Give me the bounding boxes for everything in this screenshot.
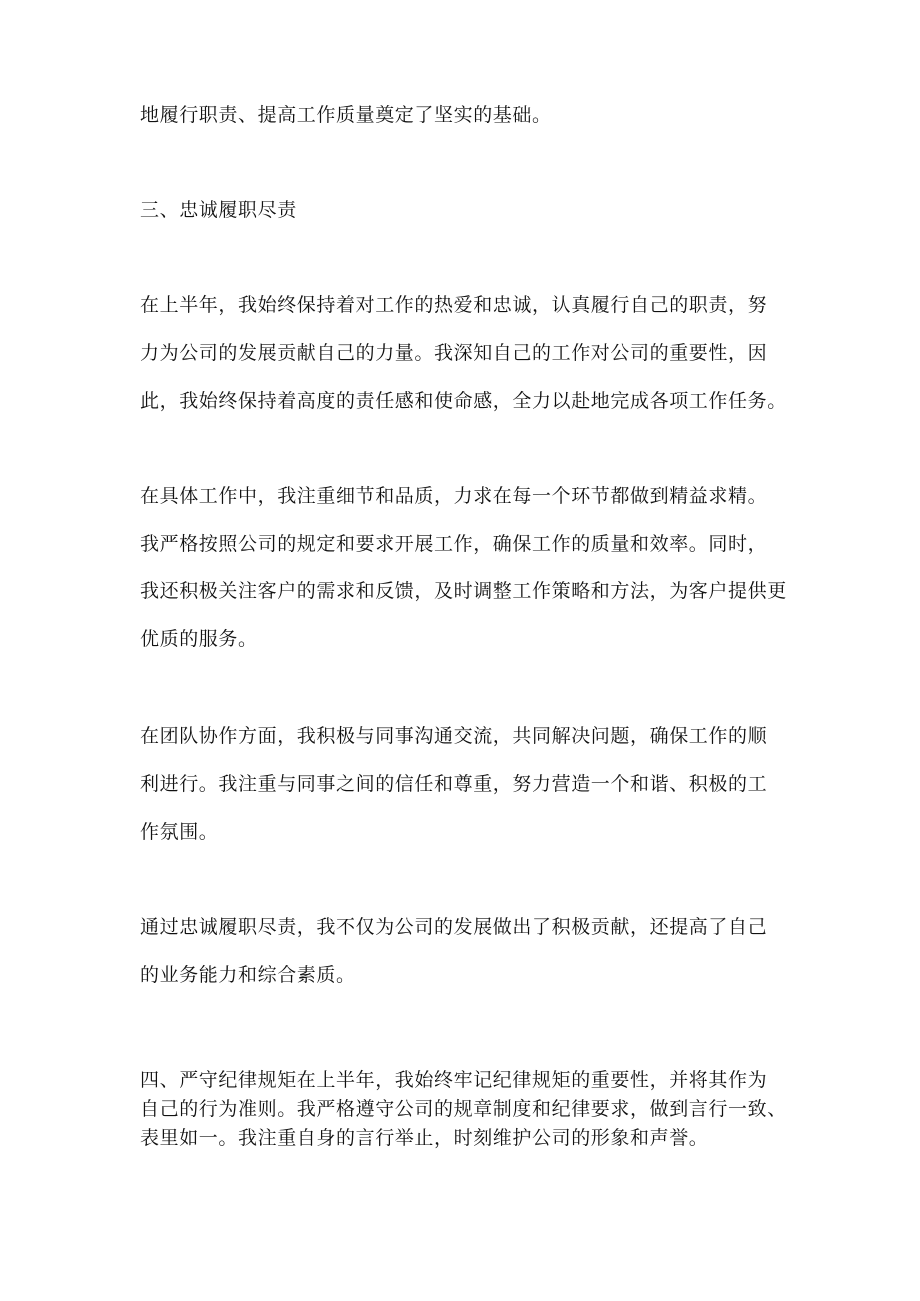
text-line: 作氛围。	[140, 821, 219, 843]
text-line: 我还积极关注客户的需求和反馈，及时调整工作策略和方法，为客户提供更	[140, 580, 787, 602]
text-line: 利进行。我注重与同事之间的信任和尊重，努力营造一个和谐、积极的工	[140, 773, 768, 795]
text-line: 通过忠诚履职尽责，我不仅为公司的发展做出了积极贡献，还提高了自己	[140, 916, 768, 938]
text-line: 此，我始终保持着高度的责任感和使命感，全力以赴地完成各项工作任务。	[140, 390, 787, 412]
text-line: 力为公司的发展贡献自己的力量。我深知自己的工作对公司的重要性，因	[140, 342, 768, 364]
text-line: 我严格按照公司的规定和要求开展工作，确保工作的质量和效率。同时，	[140, 533, 768, 555]
text-line: 在团队协作方面，我积极与同事沟通交流，共同解决问题，确保工作的顺	[140, 725, 768, 747]
section-heading: 三、忠诚履职尽责	[140, 199, 297, 221]
text-line: 优质的服务。	[140, 628, 258, 650]
text-line: 自己的行为准则。我严格遵守公司的规章制度和纪律要求，做到言行一致、	[140, 1098, 787, 1120]
text-line: 的业务能力和综合素质。	[140, 964, 356, 986]
text-line: 在上半年，我始终保持着对工作的热爱和忠诚，认真履行自己的职责，努	[140, 294, 768, 316]
section-heading-paragraph: 四、严守纪律规矩在上半年，我始终牢记纪律规矩的重要性，并将其作为	[140, 1069, 768, 1091]
text-line: 在具体工作中，我注重细节和品质，力求在每一个环节都做到精益求精。	[140, 485, 768, 507]
text-line: 地履行职责、提高工作质量奠定了坚实的基础。	[140, 104, 552, 126]
text-line: 表里如一。我注重自身的言行举止，时刻维护公司的形象和声誉。	[140, 1127, 709, 1149]
